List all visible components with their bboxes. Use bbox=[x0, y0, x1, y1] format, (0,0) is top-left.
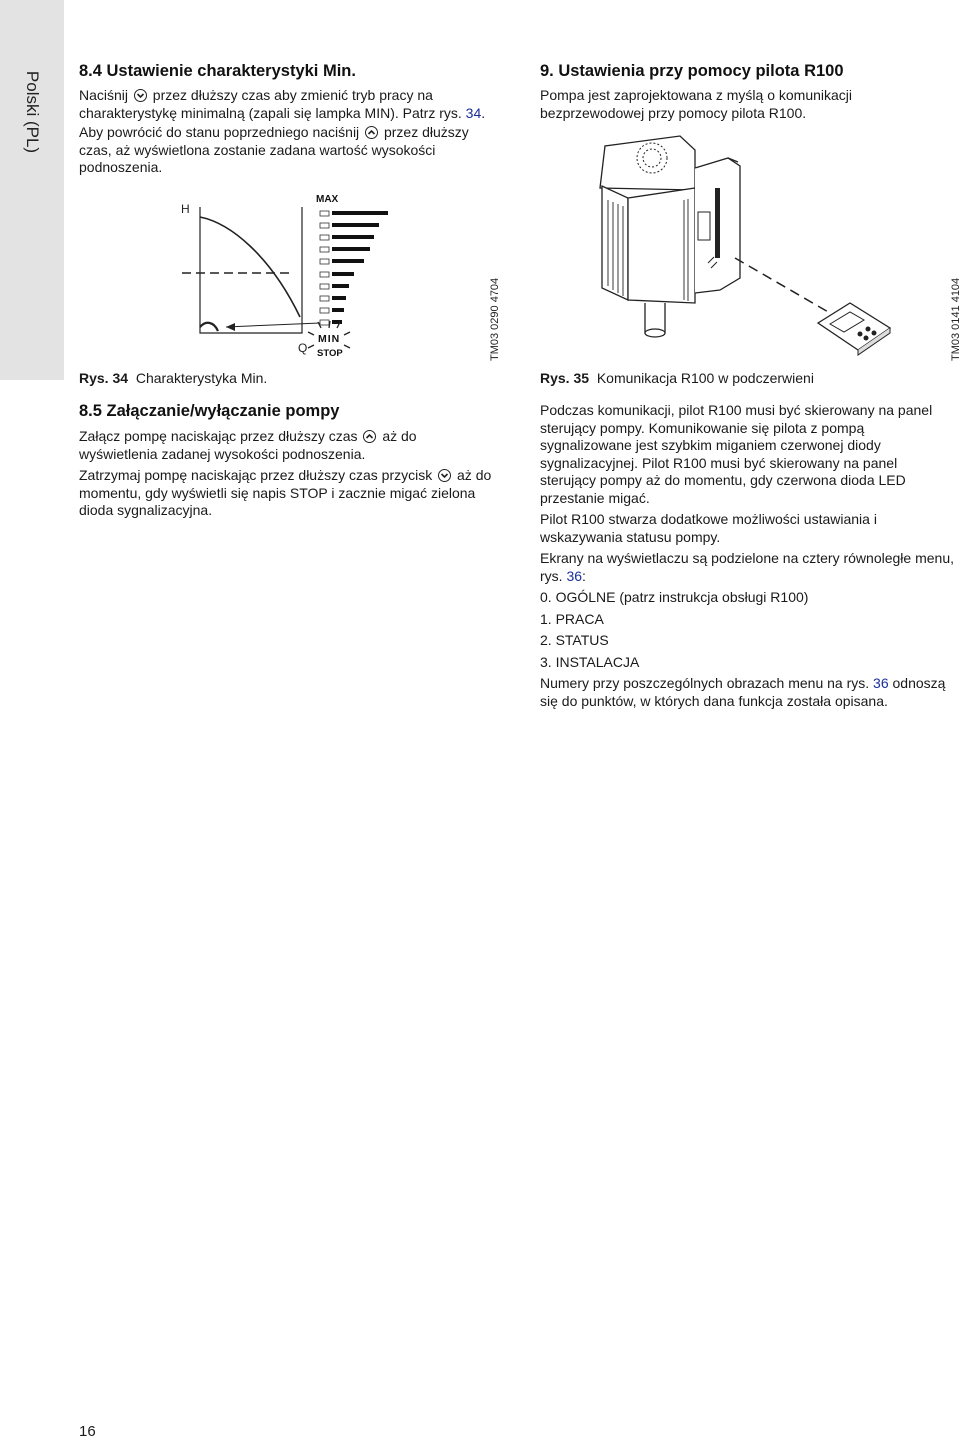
section-8-5-para-1: Załącz pompę naciskając przez dłuższy czas aż do wyświetlenia zadanej wysokości podnoszenia. bbox=[79, 428, 417, 462]
up-button-icon bbox=[365, 126, 378, 139]
min-curve-diagram bbox=[160, 185, 500, 365]
fig-34-caption: Rys. 34 Charakterystyka Min. bbox=[79, 370, 268, 386]
page-number: 16 bbox=[79, 1423, 96, 1440]
led-bar bbox=[320, 259, 364, 264]
led-bar bbox=[320, 223, 379, 228]
fig-34-code: TM03 0290 4704 bbox=[489, 277, 501, 361]
section-8-4-heading: 8.4 Ustawienie charakterystyki Min. bbox=[79, 62, 356, 80]
led-bar bbox=[320, 235, 374, 240]
figure-34 bbox=[160, 185, 500, 365]
menu-item: 2. STATUS bbox=[540, 632, 609, 648]
fig-36-link[interactable]: 36 bbox=[566, 567, 583, 584]
section-9-heading: 9. Ustawienia przy pomocy pilota R100 bbox=[540, 62, 844, 80]
h-axis-label: H bbox=[181, 202, 190, 216]
led-bar-stack bbox=[320, 211, 388, 325]
fig-36-link[interactable]: 36 bbox=[873, 675, 889, 691]
led-bar bbox=[320, 284, 349, 289]
down-button-icon bbox=[438, 469, 451, 482]
r100-para-3: Ekrany na wyświetlaczu są podzielone na cztery równoległe menu, rys. 36: bbox=[540, 550, 954, 584]
menu-item: 1. PRACA bbox=[540, 610, 604, 627]
section-8-5 bbox=[79, 402, 499, 520]
max-curve bbox=[200, 217, 300, 317]
led-bar bbox=[320, 247, 370, 252]
pointer-line bbox=[226, 323, 320, 327]
down-button-icon bbox=[134, 89, 147, 102]
led-bar bbox=[320, 272, 354, 277]
section-9 bbox=[540, 62, 955, 122]
r100-para-4: Numery przy poszczególnych obrazach menu na rys. 36 odnoszą się do punktów, w których dana funkcja została opisana. bbox=[540, 675, 946, 709]
section-8-4 bbox=[79, 62, 499, 177]
led-bar bbox=[320, 308, 344, 313]
stop-label: STOP bbox=[317, 348, 343, 359]
min-label: MIN bbox=[318, 333, 341, 345]
section-9-para-1: Pompa jest zaprojektowana z myślą o komunikacji bezprzewodowej przy pomocy pilota R100. bbox=[540, 87, 853, 121]
section-9-body bbox=[540, 402, 955, 710]
pump-remote-illustration bbox=[560, 128, 940, 363]
graph-frame bbox=[200, 207, 302, 333]
menu-item: 0. OGÓLNE (patrz instrukcja obsługi R100) bbox=[540, 589, 809, 605]
max-label: MAX bbox=[316, 194, 339, 205]
led-bar bbox=[320, 296, 346, 301]
r100-para-1: Podczas komunikacji, pilot R100 musi być skierowany na panel sterujący pompy. Komunikowanie się pilota z pompą sygnalizowane jest szybkim miganiem czerwonej diody sygnalizacyjnej. Pilot R100 musi być skierowany na panel sterujący pompy aż do momentu, gdy czerwona dioda LED przestanie migać. bbox=[540, 402, 933, 506]
r100-remote-icon bbox=[818, 303, 890, 355]
q-axis-label: Q bbox=[298, 341, 308, 355]
language-label: Polski (PL) bbox=[23, 70, 42, 154]
fig-34-link[interactable]: 34 bbox=[465, 104, 482, 121]
up-button-icon bbox=[363, 430, 376, 443]
language-sidebar bbox=[0, 0, 64, 380]
led-bar bbox=[320, 211, 388, 216]
pump-display-panel bbox=[698, 212, 710, 240]
fig-35-code: TM03 0141 4104 bbox=[950, 277, 962, 361]
section-8-4-para-2: Aby powrócić do stanu poprzedniego naciśnij przez dłuższy czas, aż wyświetlona zostanie zadana wartość wysokości podnoszenia. bbox=[79, 124, 469, 175]
section-8-4-para-1: Naciśnij przez dłuższy czas aby zmienić tryb pracy na charakterystykę minimalną (zapali się lampka MIN). Patrz rys. 34. bbox=[79, 87, 486, 121]
min-curve bbox=[200, 323, 218, 331]
fig-35-caption: Rys. 35 Komunikacja R100 w podczerwieni bbox=[540, 370, 814, 386]
pump-brand-strip bbox=[715, 188, 720, 258]
r100-para-2: Pilot R100 stwarza dodatkowe możliwości ustawiania i wskazywania statusu pompy. bbox=[540, 511, 877, 545]
section-8-5-para-2: Zatrzymaj pompę naciskając przez dłuższy czas przycisk aż do momentu, gdy wyświetli się napis STOP i zacznie migać zielona dioda sygnalizacyjna. bbox=[79, 467, 492, 518]
figure-35 bbox=[560, 128, 940, 363]
infrared-beam bbox=[735, 258, 830, 313]
pointer-arrowhead bbox=[226, 323, 235, 331]
section-8-5-heading: 8.5 Załączanie/wyłączanie pompy bbox=[79, 402, 340, 420]
menu-item: 3. INSTALACJA bbox=[540, 653, 640, 670]
